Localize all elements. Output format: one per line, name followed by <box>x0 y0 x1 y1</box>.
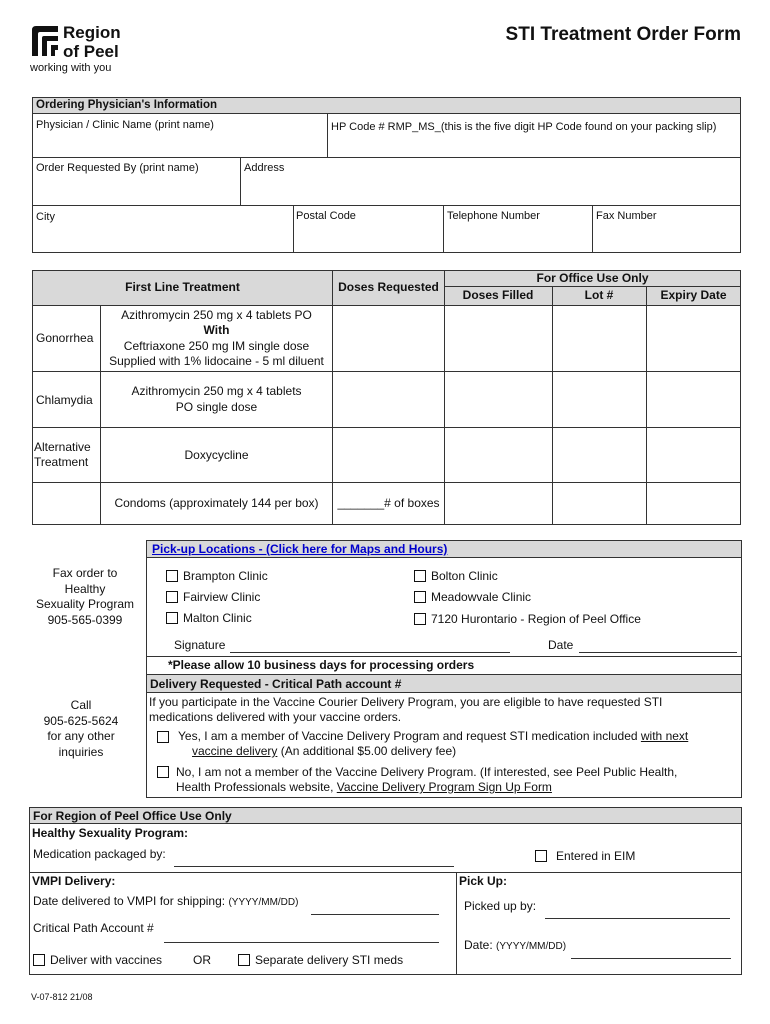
doses-requested-label: Doses Requested <box>338 280 439 294</box>
physician-name-field[interactable]: Physician / Clinic Name (print name) <box>36 119 214 131</box>
opt1-link[interactable]: with next <box>640 729 689 743</box>
delivery-intro-2: medications delivered with your vaccine orders. <box>149 710 402 724</box>
date-line[interactable] <box>579 652 737 653</box>
delivery-title: Delivery Requested - Critical Path account # <box>150 677 402 691</box>
call-note-line: Call <box>70 698 92 712</box>
hurontario-office-option[interactable] <box>414 609 641 630</box>
pickup-locations-link[interactable]: Pick-up Locations - (Click here for Maps and Hours) <box>152 542 448 556</box>
office-use-title: For Region of Peel Office Use Only <box>33 809 232 823</box>
doxycycline-line: Doxycycline <box>184 448 249 462</box>
expiry-date-label: Expiry Date <box>660 288 727 302</box>
option-label: Fairview Clinic <box>183 590 261 604</box>
date-delivered-label <box>33 894 298 908</box>
pickup-header <box>146 540 742 558</box>
checkbox-icon[interactable] <box>414 591 426 603</box>
opt1-text: Yes, I am a member of Vaccine Delivery Program and request STI medication included <box>178 729 641 743</box>
fax-note <box>30 566 140 628</box>
order-requested-by-field[interactable]: Order Requested By (print name) <box>36 162 199 174</box>
pickup-date-text: Date: <box>464 938 493 952</box>
physician-section-title: Ordering Physician's Information <box>36 99 218 111</box>
fairview-clinic-option[interactable] <box>166 587 268 608</box>
boxes-field[interactable]: _______# of boxes <box>337 496 440 510</box>
fax-field[interactable]: Fax Number <box>596 210 657 222</box>
region-of-peel-logo <box>30 24 140 80</box>
logo-tagline: working with you <box>30 62 112 74</box>
entered-eim-option[interactable] <box>535 849 635 863</box>
condition-gonorrhea: Gonorrhea <box>36 331 94 345</box>
checkbox-icon[interactable] <box>157 766 169 778</box>
gonorrhea-line1: Azithromycin 250 mg x 4 tablets PO <box>121 308 312 322</box>
pickup-label: Pick Up: <box>459 874 508 888</box>
pickup-date-label <box>464 938 566 952</box>
option-label: Bolton Clinic <box>431 569 498 583</box>
checkbox-icon[interactable] <box>535 850 547 862</box>
logo-line2: of Peel <box>63 42 119 61</box>
packaged-by-line[interactable] <box>174 866 454 867</box>
signature-label: Signature <box>174 638 226 652</box>
critical-path-line[interactable] <box>164 942 439 943</box>
option-label: Brampton Clinic <box>183 569 268 583</box>
checkbox-icon[interactable] <box>238 954 250 966</box>
checkbox-icon[interactable] <box>166 591 178 603</box>
opt2-text: No, I am not a member of the Vaccine Delivery Program. (If interested, see Peel Public Health, <box>176 765 678 779</box>
opt1-fee: (An additional $5.00 delivery fee) <box>277 744 457 758</box>
peel-logo-icon <box>30 24 60 58</box>
gonorrhea-line4: Supplied with 1% lidocaine - 5 ml diluent <box>109 354 324 368</box>
city-field[interactable]: City <box>36 211 55 223</box>
address-field[interactable]: Address <box>244 162 285 174</box>
physician-section-header <box>32 97 741 114</box>
call-note-line: 905-625-5624 <box>43 713 119 728</box>
condoms-line: Condoms (approximately 144 per box) <box>114 496 319 510</box>
delivery-no-option[interactable] <box>157 765 737 795</box>
call-note <box>26 698 136 760</box>
pickup-left-column <box>166 566 268 629</box>
vaccine-signup-link[interactable]: Vaccine Delivery Program Sign Up Form <box>336 780 552 794</box>
entered-eim-label: Entered in EIM <box>556 849 636 863</box>
date-label: Date <box>548 638 574 652</box>
pickup-date-line[interactable] <box>571 958 731 959</box>
critical-path-label: Critical Path Account # <box>33 921 154 935</box>
vmpi-label: VMPI Delivery: <box>32 874 116 888</box>
fax-note-line: Fax order to <box>52 566 118 580</box>
gonorrhea-line3: Ceftriaxone 250 mg IM single dose <box>123 339 310 353</box>
checkbox-icon[interactable] <box>166 612 178 624</box>
deliver-with-label: Deliver with vaccines <box>50 953 163 967</box>
checkbox-icon[interactable] <box>157 731 169 743</box>
office-use-header <box>29 807 742 824</box>
picked-up-by-line[interactable] <box>545 918 730 919</box>
opt2-text-b: Health Professionals website, <box>176 780 337 794</box>
processing-note: *Please allow 10 business days for processing orders <box>168 658 475 672</box>
checkbox-icon[interactable] <box>414 570 426 582</box>
postal-code-field[interactable]: Postal Code <box>296 210 356 222</box>
checkbox-icon[interactable] <box>414 613 426 625</box>
hsp-label: Healthy Sexuality Program: <box>32 826 189 840</box>
first-line-treatment-label: First Line Treatment <box>125 280 240 294</box>
telephone-field[interactable]: Telephone Number <box>447 210 540 222</box>
treatment-body <box>32 305 741 525</box>
condition-treatment: Treatment <box>34 455 89 469</box>
separate-delivery-label: Separate delivery STI meds <box>255 953 404 967</box>
option-label: Meadowvale Clinic <box>431 590 532 604</box>
date-format: (YYYY/MM/DD) <box>228 897 299 908</box>
meadowvale-clinic-option[interactable] <box>414 587 641 608</box>
condition-alternative: Alternative <box>34 440 91 454</box>
fax-note-line: 905-565-0399 <box>47 612 123 627</box>
form-code: V-07-812 21/08 <box>31 992 93 1002</box>
date-delivered-line[interactable] <box>311 914 439 915</box>
delivery-yes-option[interactable] <box>157 729 737 759</box>
delivery-intro-1: If you participate in the Vaccine Courier Delivery Program, you are eligible to have requested STI <box>149 695 663 709</box>
call-note-line: for any other <box>47 729 115 743</box>
hp-code-field[interactable]: HP Code # RMP_MS_(this is the five digit HP Code found on your packing slip) <box>331 121 717 133</box>
separate-delivery-option[interactable] <box>238 953 403 967</box>
opt1-link2[interactable]: vaccine delivery <box>192 744 278 758</box>
form-title: STI Treatment Order Form <box>505 24 741 45</box>
doses-filled-label: Doses Filled <box>462 288 534 302</box>
deliver-with-vaccines-option[interactable] <box>33 953 162 967</box>
lot-number-label: Lot # <box>584 288 614 302</box>
condition-chlamydia: Chlamydia <box>36 393 93 407</box>
gonorrhea-line2: With <box>203 323 230 337</box>
checkbox-icon[interactable] <box>33 954 45 966</box>
date-delivered-text: Date delivered to VMPI for shipping: <box>33 894 226 908</box>
delivery-header <box>146 674 742 693</box>
option-label: Malton Clinic <box>183 611 252 625</box>
bolton-clinic-option[interactable] <box>414 566 641 587</box>
call-note-line: inquiries <box>58 744 104 759</box>
malton-clinic-option[interactable] <box>166 608 268 629</box>
signature-line[interactable] <box>230 652 510 653</box>
pickup-date-format: (YYYY/MM/DD) <box>496 941 567 952</box>
brampton-clinic-option[interactable] <box>166 566 268 587</box>
option-label: 7120 Hurontario - Region of Peel Office <box>431 612 641 626</box>
physician-info-block <box>32 113 741 253</box>
pickup-right-column <box>414 566 641 630</box>
chlamydia-line2: PO single dose <box>175 400 258 414</box>
logo-line1: Region <box>63 23 121 42</box>
chlamydia-line1: Azithromycin 250 mg x 4 tablets <box>131 384 302 398</box>
fax-note-line: Sexuality Program <box>35 597 135 611</box>
picked-up-by-label: Picked up by: <box>464 899 537 913</box>
packaged-by-label: Medication packaged by: <box>33 847 166 861</box>
or-label: OR <box>193 953 211 967</box>
office-use-label: For Office Use Only <box>536 271 649 285</box>
checkbox-icon[interactable] <box>166 570 178 582</box>
fax-note-line: Healthy <box>64 581 106 596</box>
